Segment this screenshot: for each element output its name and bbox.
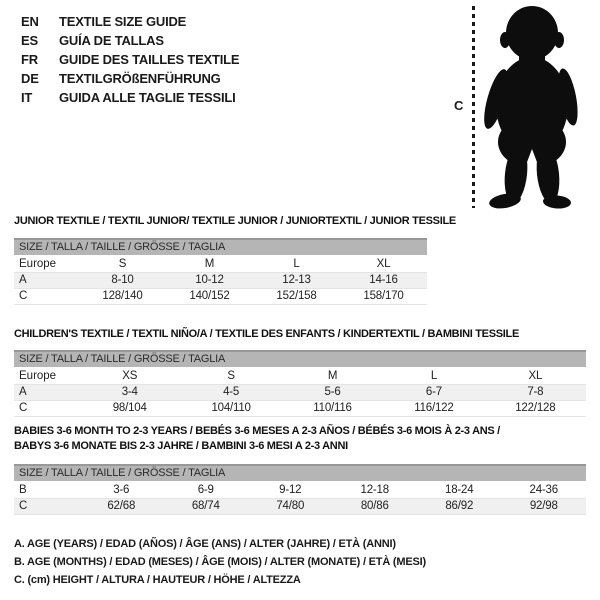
language-title: GUÍA DE TALLAS [59, 33, 164, 48]
age-cell: 12-13 [282, 274, 311, 286]
language-code: DE [21, 71, 39, 86]
size-table-header: SIZE / TALLA / TAILLE / GRÖSSE / TAGLIA [14, 238, 427, 255]
babies-size-table [14, 464, 586, 515]
language-title-block [21, 12, 239, 107]
height-marker-label: C [454, 98, 464, 113]
size-cell: S [118, 258, 127, 270]
size-cell: S [227, 370, 235, 382]
row-label: Europe [19, 370, 57, 382]
legend-age-months: B. AGE (MONTHS) / EDAD (MESES) / ÂGE (MOIS) / ALTER (MONATE) / ETÀ (MESI) [14, 556, 426, 568]
table-row [14, 257, 427, 273]
age-cell: 10-12 [195, 274, 224, 286]
language-code: IT [21, 90, 33, 105]
babies-table-title-line2: BABYS 3-6 MONATE BIS 2-3 JAHRE / BAMBINI 3-6 MESI A 2-3 ANNI [14, 440, 348, 452]
legend-height: C. (cm) HEIGHT / ALTURA / HAUTEUR / HÖHE / ALTEZZA [14, 574, 301, 586]
legend [14, 535, 426, 589]
table-row [14, 499, 586, 515]
age-cell: 7-8 [527, 386, 544, 398]
age-cell: 5-6 [324, 386, 341, 398]
age-cell: 6-9 [197, 484, 214, 496]
height-cell: 98/104 [112, 402, 147, 414]
height-cell: 122/128 [515, 402, 556, 414]
row-label: C [19, 290, 28, 302]
language-row-fr [21, 50, 239, 69]
table-row [14, 385, 586, 401]
age-cell: 9-12 [279, 484, 302, 496]
language-row-de [21, 69, 239, 88]
language-title: TEXTILGRÖßENFÜHRUNG [59, 71, 221, 86]
row-label: A [19, 274, 27, 286]
height-cell: 110/116 [313, 402, 352, 414]
table-row [14, 401, 586, 417]
language-row-it [21, 88, 239, 107]
height-cell: 80/86 [360, 500, 389, 512]
babies-table-title-line1: BABIES 3-6 MONTH TO 2-3 YEARS / BEBÉS 3-6 MESES A 2-3 AÑOS / BÉBÉS 3-6 MOIS À 2-3 ANS / [14, 425, 500, 437]
height-dashed-line [472, 6, 475, 208]
size-table-header: SIZE / TALLA / TAILLE / GRÖSSE / TAGLIA [14, 464, 586, 481]
height-cell: 152/158 [276, 290, 317, 302]
size-cell: XS [122, 370, 138, 382]
junior-size-table [14, 238, 427, 305]
age-cell: 6-7 [425, 386, 442, 398]
size-cell: L [430, 370, 438, 382]
table-row [14, 483, 586, 499]
language-row-en [21, 12, 239, 31]
size-cell: XL [376, 258, 391, 270]
size-cell: XL [528, 370, 543, 382]
size-cell: M [327, 370, 338, 382]
height-cell: 140/152 [189, 290, 230, 302]
table-row [14, 289, 427, 305]
height-cell: 62/68 [107, 500, 136, 512]
age-cell: 14-16 [369, 274, 398, 286]
height-cell: 116/122 [414, 402, 454, 414]
size-table-header: SIZE / TALLA / TAILLE / GRÖSSE / TAGLIA [14, 350, 586, 367]
row-label: Europe [19, 258, 57, 270]
age-cell: 12-18 [360, 484, 389, 496]
age-cell: 3-6 [113, 484, 130, 496]
age-cell: 8-10 [111, 274, 134, 286]
table-row [14, 273, 427, 289]
row-label: A [19, 386, 27, 398]
children-table-title: CHILDREN'S TEXTILE / TEXTIL NIÑO/A / TEXTILE DES ENFANTS / KINDERTEXTIL / BAMBINI TESSILE [14, 328, 519, 340]
junior-table-title: JUNIOR TEXTILE / TEXTIL JUNIOR/ TEXTILE JUNIOR / JUNIORTEXTIL / JUNIOR TESSILE [14, 215, 456, 227]
toddler-silhouette-icon [480, 3, 584, 215]
height-cell: 68/74 [191, 500, 220, 512]
row-label: C [19, 402, 28, 414]
legend-age-years: A. AGE (YEARS) / EDAD (AÑOS) / ÂGE (ANS) / ALTER (JAHRE) / ETÀ (ANNI) [14, 538, 396, 550]
language-code: FR [21, 52, 38, 67]
language-row-es [21, 31, 239, 50]
language-title: TEXTILE SIZE GUIDE [59, 14, 187, 29]
age-cell: 3-4 [121, 386, 138, 398]
language-title: GUIDE DES TAILLES TEXTILE [59, 52, 240, 67]
age-cell: 24-36 [529, 484, 558, 496]
age-cell: 4-5 [223, 386, 240, 398]
height-cell: 128/140 [102, 290, 143, 302]
language-title: GUIDA ALLE TAGLIE TESSILI [59, 90, 236, 105]
height-cell: 86/92 [445, 500, 474, 512]
height-figure [448, 0, 600, 215]
size-cell: M [204, 258, 215, 270]
language-code: EN [21, 14, 39, 29]
height-cell: 92/98 [529, 500, 558, 512]
height-cell: 74/80 [276, 500, 305, 512]
size-cell: L [293, 258, 300, 270]
children-size-table [14, 350, 586, 417]
height-cell: 104/110 [211, 402, 251, 414]
row-label: B [19, 484, 27, 496]
row-label: C [19, 500, 28, 512]
language-code: ES [21, 33, 38, 48]
height-cell: 158/170 [363, 290, 404, 302]
age-cell: 18-24 [445, 484, 474, 496]
table-row [14, 369, 586, 385]
